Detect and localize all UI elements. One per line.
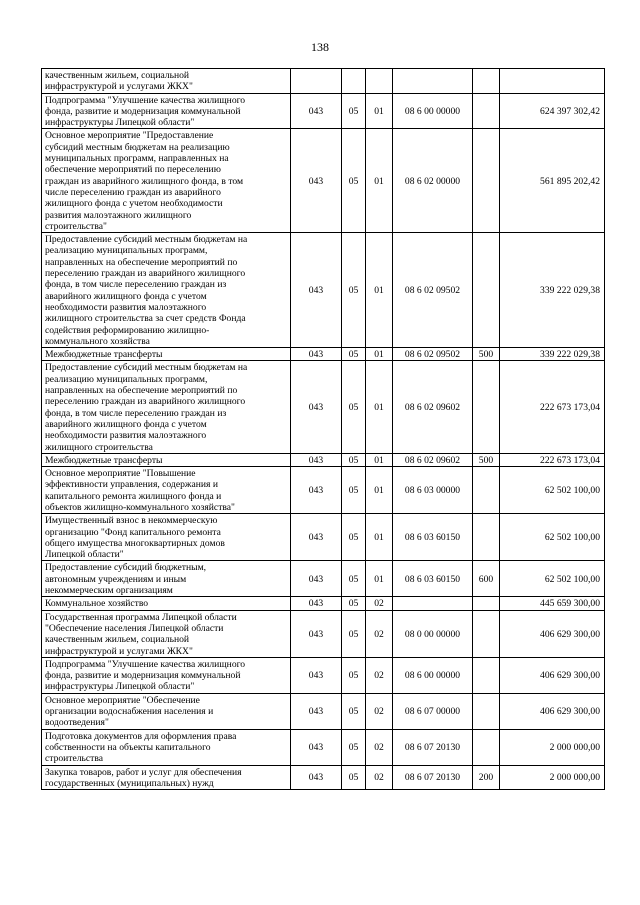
amount-cell: 339 222 029,38 [500, 348, 605, 361]
item-name-cell: Основное мероприятие "Повышение эффективности управления, содержания и капитального ремонта жилищного фонда и объектов жилищно-коммунального хозяйства" [42, 467, 291, 514]
table-body [42, 69, 605, 790]
section-code-cell [342, 69, 366, 94]
ministry-code-cell: 043 [291, 657, 342, 693]
target-item-cell [393, 597, 473, 610]
amount-cell: 62 502 100,00 [500, 514, 605, 561]
amount-cell: 561 895 202,42 [500, 129, 605, 233]
ministry-code-cell: 043 [291, 729, 342, 765]
section-code-cell: 05 [342, 348, 366, 361]
table-row [42, 69, 605, 94]
target-item-cell: 08 6 02 09602 [393, 453, 473, 466]
target-item-cell: 08 6 00 00000 [393, 93, 473, 129]
ministry-code-cell: 043 [291, 361, 342, 453]
amount-cell: 406 629 300,00 [500, 610, 605, 657]
amount-cell: 339 222 029,38 [500, 233, 605, 348]
section-code-cell: 05 [342, 610, 366, 657]
page-number: 138 [311, 40, 329, 54]
amount-cell: 222 673 173,04 [500, 453, 605, 466]
subsection-code-cell: 02 [366, 610, 393, 657]
subsection-code-cell: 02 [366, 657, 393, 693]
target-item-cell: 08 6 07 00000 [393, 693, 473, 729]
section-code-cell: 05 [342, 467, 366, 514]
expense-type-cell [473, 514, 500, 561]
subsection-code-cell: 02 [366, 597, 393, 610]
table-row [42, 597, 605, 610]
table-row [42, 561, 605, 597]
amount-cell: 406 629 300,00 [500, 693, 605, 729]
expense-type-cell [473, 129, 500, 233]
table-row [42, 233, 605, 348]
amount-cell: 445 659 300,00 [500, 597, 605, 610]
item-name-cell: Межбюджетные трансферты [42, 453, 291, 466]
expense-type-cell [473, 657, 500, 693]
subsection-code-cell [366, 69, 393, 94]
amount-cell: 222 673 173,04 [500, 361, 605, 453]
section-code-cell: 05 [342, 597, 366, 610]
amount-cell: 2 000 000,00 [500, 729, 605, 765]
item-name-cell: Предоставление субсидий местным бюджетам на реализацию муниципальных программ, направленных на обеспечение мероприятий по переселению граждан из аварийного жилищного фонда, в том числе переселению граждан из аварийного жилищного фонда с учетом необходимости развития малоэтажного жилищного строительства [42, 361, 291, 453]
subsection-code-cell: 01 [366, 348, 393, 361]
ministry-code-cell: 043 [291, 93, 342, 129]
target-item-cell: 08 6 07 20130 [393, 765, 473, 790]
expense-type-cell [473, 69, 500, 94]
amount-cell: 2 000 000,00 [500, 765, 605, 790]
section-code-cell: 05 [342, 693, 366, 729]
expense-type-cell [473, 93, 500, 129]
target-item-cell: 08 6 03 60150 [393, 514, 473, 561]
ministry-code-cell [291, 69, 342, 94]
ministry-code-cell: 043 [291, 348, 342, 361]
item-name-cell: Государственная программа Липецкой области "Обеспечение населения Липецкой области качественным жильем, социальной инфраструктурой и услугами ЖКХ" [42, 610, 291, 657]
table-row [42, 657, 605, 693]
item-name-cell: Межбюджетные трансферты [42, 348, 291, 361]
subsection-code-cell: 01 [366, 361, 393, 453]
ministry-code-cell: 043 [291, 467, 342, 514]
table-row [42, 693, 605, 729]
section-code-cell: 05 [342, 561, 366, 597]
expense-type-cell [473, 467, 500, 514]
section-code-cell: 05 [342, 233, 366, 348]
target-item-cell: 08 6 02 00000 [393, 129, 473, 233]
target-item-cell: 08 6 00 00000 [393, 657, 473, 693]
item-name-cell: Подпрограмма "Улучшение качества жилищного фонда, развитие и модернизация коммунальной инфраструктуры Липецкой области" [42, 93, 291, 129]
table-row [42, 129, 605, 233]
subsection-code-cell: 01 [366, 467, 393, 514]
expense-type-cell [473, 233, 500, 348]
amount-cell: 62 502 100,00 [500, 467, 605, 514]
budget-table [41, 68, 605, 790]
table-row [42, 514, 605, 561]
subsection-code-cell: 02 [366, 729, 393, 765]
section-code-cell: 05 [342, 765, 366, 790]
subsection-code-cell: 02 [366, 693, 393, 729]
section-code-cell: 05 [342, 657, 366, 693]
ministry-code-cell: 043 [291, 610, 342, 657]
ministry-code-cell: 043 [291, 765, 342, 790]
subsection-code-cell: 01 [366, 561, 393, 597]
item-name-cell: Коммунальное хозяйство [42, 597, 291, 610]
expense-type-cell [473, 610, 500, 657]
target-item-cell: 08 0 00 00000 [393, 610, 473, 657]
subsection-code-cell: 01 [366, 453, 393, 466]
subsection-code-cell: 01 [366, 93, 393, 129]
target-item-cell: 08 6 02 09602 [393, 361, 473, 453]
table-row [42, 729, 605, 765]
item-name-cell: Имущественный взнос в некоммерческую организацию "Фонд капитального ремонта общего имущества многоквартирных домов Липецкой области" [42, 514, 291, 561]
target-item-cell: 08 6 07 20130 [393, 729, 473, 765]
section-code-cell: 05 [342, 729, 366, 765]
table-row [42, 348, 605, 361]
item-name-cell: Подготовка документов для оформления права собственности на объекты капитального строительства [42, 729, 291, 765]
ministry-code-cell: 043 [291, 129, 342, 233]
item-name-cell: Предоставление субсидий местным бюджетам на реализацию муниципальных программ, направленных на обеспечение мероприятий по переселению граждан из аварийного жилищного фонда, в том числе переселению граждан из аварийного жилищного фонда с учетом необходимости развития малоэтажного жилищного строительства за счет средств Фонда содействия реформированию жилищно- коммунального хозяйства [42, 233, 291, 348]
expense-type-cell: 600 [473, 561, 500, 597]
table-row [42, 361, 605, 453]
item-name-cell: качественным жильем, социальной инфраструктурой и услугами ЖКХ" [42, 69, 291, 94]
amount-cell: 406 629 300,00 [500, 657, 605, 693]
expense-type-cell: 500 [473, 348, 500, 361]
subsection-code-cell: 01 [366, 129, 393, 233]
item-name-cell: Закупка товаров, работ и услуг для обеспечения государственных (муниципальных) нужд [42, 765, 291, 790]
ministry-code-cell: 043 [291, 233, 342, 348]
amount-cell: 624 397 302,42 [500, 93, 605, 129]
item-name-cell: Подпрограмма "Улучшение качества жилищного фонда, развитие и модернизация коммунальной инфраструктуры Липецкой области" [42, 657, 291, 693]
table-row [42, 765, 605, 790]
section-code-cell: 05 [342, 453, 366, 466]
target-item-cell: 08 6 02 09502 [393, 348, 473, 361]
item-name-cell: Основное мероприятие "Предоставление субсидий местным бюджетам на реализацию муниципальных программ, направленных на обеспечение мероприятий по переселению граждан из аварийного жилищного фонда, в том числе переселению граждан из аварийного жилищного фонда с учетом необходимости развития малоэтажного жилищного строительства" [42, 129, 291, 233]
item-name-cell: Основное мероприятие "Обеспечение организации водоснабжения населения и водоотведения" [42, 693, 291, 729]
target-item-cell: 08 6 02 09502 [393, 233, 473, 348]
target-item-cell [393, 69, 473, 94]
ministry-code-cell: 043 [291, 597, 342, 610]
ministry-code-cell: 043 [291, 693, 342, 729]
amount-cell: 62 502 100,00 [500, 561, 605, 597]
table-row [42, 467, 605, 514]
table-row [42, 610, 605, 657]
expense-type-cell: 500 [473, 453, 500, 466]
section-code-cell: 05 [342, 129, 366, 233]
ministry-code-cell: 043 [291, 453, 342, 466]
subsection-code-cell: 01 [366, 233, 393, 348]
section-code-cell: 05 [342, 93, 366, 129]
table-row [42, 93, 605, 129]
target-item-cell: 08 6 03 60150 [393, 561, 473, 597]
section-code-cell: 05 [342, 514, 366, 561]
expense-type-cell [473, 693, 500, 729]
item-name-cell: Предоставление субсидий бюджетным, автономным учреждениям и иным некоммерческим организациям [42, 561, 291, 597]
amount-cell [500, 69, 605, 94]
section-code-cell: 05 [342, 361, 366, 453]
expense-type-cell: 200 [473, 765, 500, 790]
subsection-code-cell: 01 [366, 514, 393, 561]
ministry-code-cell: 043 [291, 561, 342, 597]
expense-type-cell [473, 597, 500, 610]
target-item-cell: 08 6 03 00000 [393, 467, 473, 514]
ministry-code-cell: 043 [291, 514, 342, 561]
table-row [42, 453, 605, 466]
expense-type-cell [473, 361, 500, 453]
expense-type-cell [473, 729, 500, 765]
subsection-code-cell: 02 [366, 765, 393, 790]
